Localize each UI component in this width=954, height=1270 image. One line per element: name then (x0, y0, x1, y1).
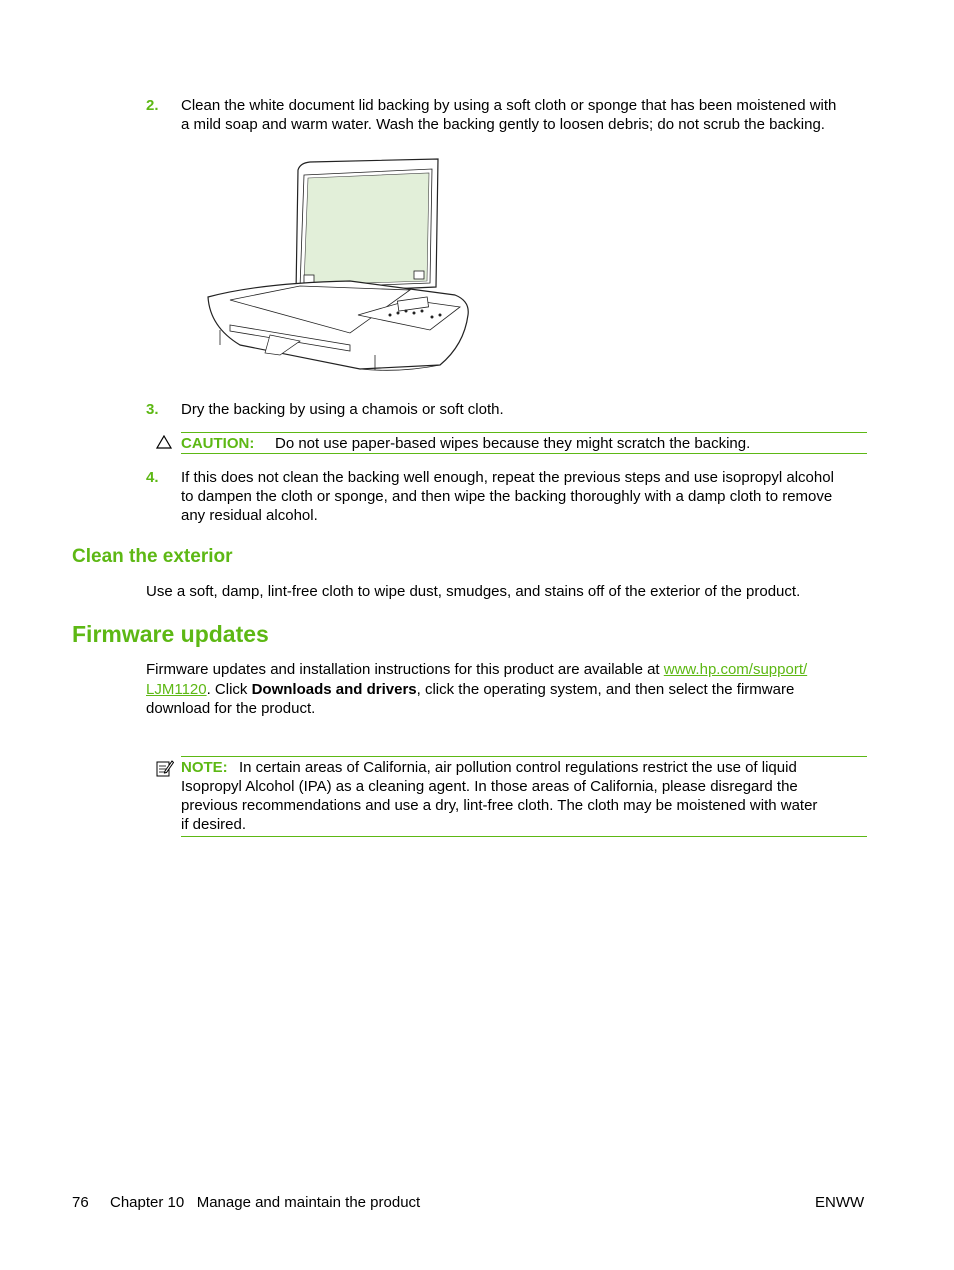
step-4-number: 4. (146, 469, 159, 486)
note-pencil-icon (156, 759, 174, 777)
step-3-text: Dry the backing by using a chamois or soft cloth. (181, 401, 504, 418)
firmware-link-part-1[interactable]: www.hp.com/support/ (663, 661, 808, 678)
firmware-heading: Firmware updates (72, 621, 269, 647)
firmware-link-part-2[interactable]: LJM1120 (146, 681, 207, 698)
caution-bottom-rule (181, 453, 867, 454)
caution-triangle-icon (156, 435, 172, 449)
footer-right: ENWW (815, 1194, 865, 1211)
firmware-text-suffix: , click the operating system, and then select the firmware (416, 681, 795, 698)
note-text-line-4: if desired. (181, 816, 247, 833)
note-bottom-rule (181, 836, 867, 837)
note-text-line-3: previous recommendations and use a dry, lint-free cloth. The cloth may be moistened with water (181, 797, 818, 814)
step-2-text-line-2: a mild soap and warm water. Wash the backing gently to loosen debris; do not scrub the backing. (181, 116, 825, 133)
firmware-downloads-bold: Downloads and drivers (251, 681, 417, 698)
scanner-lid-illustration (200, 155, 475, 375)
clean-exterior-heading: Clean the exterior (72, 546, 233, 567)
step-2-number: 2. (146, 97, 159, 114)
clean-exterior-text: Use a soft, damp, lint-free cloth to wipe dust, smudges, and stains off of the exterior of the product. (146, 583, 801, 600)
caution-top-rule (181, 432, 867, 433)
step-4-text-line-2: to dampen the cloth or sponge, and then wipe the backing thoroughly with a damp cloth to remove (181, 488, 833, 505)
firmware-paragraph-line-3: download for the product. (146, 700, 316, 717)
note-text-line-1: In certain areas of California, air pollution control regulations restrict the use of liquid (239, 759, 797, 776)
note-text-line-2: Isopropyl Alcohol (IPA) as a cleaning agent. In those areas of California, please disregard the (181, 778, 798, 795)
firmware-text-click: . Click (206, 681, 252, 698)
firmware-paragraph-line-2 (146, 680, 794, 699)
note-top-rule (181, 756, 867, 757)
footer-chapter: Chapter 10 Manage and maintain the product (110, 1194, 421, 1211)
firmware-paragraph-line-1 (146, 660, 807, 679)
note-label: NOTE: (181, 759, 228, 776)
footer-page-number: 76 (72, 1194, 89, 1211)
caution-text: Do not use paper-based wipes because they might scratch the backing. (275, 435, 751, 452)
step-2-text-line-1: Clean the white document lid backing by using a soft cloth or sponge that has been moistened with (181, 97, 837, 114)
step-4-text-line-3: any residual alcohol. (181, 507, 318, 524)
caution-label: CAUTION: (181, 435, 255, 452)
firmware-text-prefix: Firmware updates and installation instructions for this product are available at (146, 661, 664, 678)
step-3-number: 3. (146, 401, 159, 418)
step-4-text-line-1: If this does not clean the backing well enough, repeat the previous steps and use isopropyl alcohol (181, 469, 834, 486)
